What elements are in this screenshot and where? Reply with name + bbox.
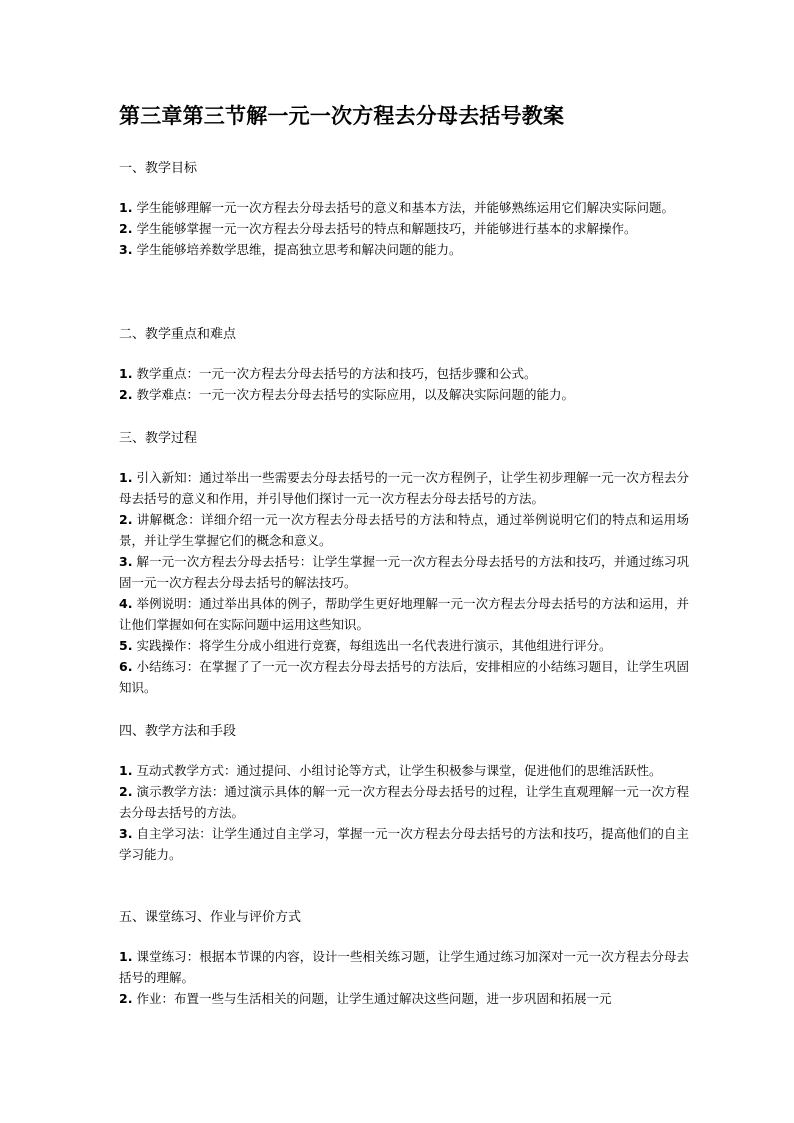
- list-item: 4. 举例说明：通过举出具体的例子，帮助学生更好地理解一元一次方程去分母去括号的方法和运用，并让他们掌握如何在实际问题中运用这些知识。: [119, 596, 689, 632]
- section-heading: 三、教学过程: [119, 431, 198, 446]
- section-heading: 四、教学方法和手段: [119, 724, 237, 739]
- list-item: 5. 实践操作：将学生分成小组进行竞赛，每组选出一名代表进行演示，其他组进行评分。: [119, 638, 612, 653]
- section-heading: 一、教学目标: [119, 161, 198, 176]
- list-item: 3. 解一元一次方程去分母去括号：让学生掌握一元一次方程去分母去括号的方法和技巧，并通过练习巩固一元一次方程去分母去括号的解法技巧。: [119, 554, 689, 590]
- item-list: [119, 467, 689, 698]
- list-item: 2. 讲解概念：详细介绍一元一次方程去分母去括号的方法和特点，通过举例说明它们的特点和运用场景，并让学生掌握它们的概念和意义。: [119, 512, 689, 548]
- list-item: 2. 演示教学方法：通过演示具体的解一元一次方程去分母去括号的过程，让学生直观理解一元一次方程去分母去括号的方法。: [119, 784, 689, 820]
- list-item: 3. 自主学习法：让学生通过自主学习，掌握一元一次方程去分母去括号的方法和技巧，提高他们的自主学习能力。: [119, 826, 689, 862]
- section-teaching-methods: [119, 721, 689, 865]
- document-title: 第三章第三节解一元一次方程去分母去括号教案: [119, 103, 565, 128]
- section-practice-homework: [119, 907, 689, 1009]
- list-item: 3. 学生能够培养数学思维，提高独立思考和解决问题的能力。: [119, 242, 462, 257]
- section-teaching-goals: [119, 158, 689, 260]
- list-item: 1. 引入新知：通过举出一些需要去分母去括号的一元一次方程例子，让学生初步理解一元一次方程去分母去括号的意义和作用，并引导他们探讨一元一次方程去分母去括号的方法。: [119, 470, 689, 506]
- list-item: 1. 互动式教学方式：通过提问、小组讨论等方式，让学生积极参与课堂，促进他们的思维活跃性。: [119, 763, 662, 778]
- section-heading: 五、课堂练习、作业与评价方式: [119, 910, 302, 925]
- list-item: 2. 学生能够掌握一元一次方程去分母去括号的特点和解题技巧，并能够进行基本的求解操作。: [119, 221, 637, 236]
- list-item: 2. 作业：布置一些与生活相关的问题，让学生通过解决这些问题，进一步巩固和拓展一元: [119, 991, 612, 1006]
- list-item: 1. 学生能够理解一元一次方程去分母去括号的意义和基本方法，并能够熟练运用它们解决实际问题。: [119, 200, 674, 215]
- list-item: 2. 教学难点：一元一次方程去分母去括号的实际应用，以及解决实际问题的能力。: [119, 387, 574, 402]
- item-list: [119, 946, 689, 1009]
- item-list: [119, 197, 689, 260]
- section-key-points: [119, 324, 689, 405]
- item-list: [119, 760, 689, 865]
- section-teaching-process: [119, 428, 689, 698]
- list-item: 6. 小结练习：在掌握了了一元一次方程去分母去括号的方法后，安排相应的小结练习题目，让学生巩固知识。: [119, 659, 689, 695]
- list-item: 1. 课堂练习：根据本节课的内容，设计一些相关练习题，让学生通过练习加深对一元一次方程去分母去括号的理解。: [119, 949, 689, 985]
- list-item: 1. 教学重点：一元一次方程去分母去括号的方法和技巧，包括步骤和公式。: [119, 366, 537, 381]
- item-list: [119, 363, 689, 405]
- section-heading: 二、教学重点和难点: [119, 327, 237, 342]
